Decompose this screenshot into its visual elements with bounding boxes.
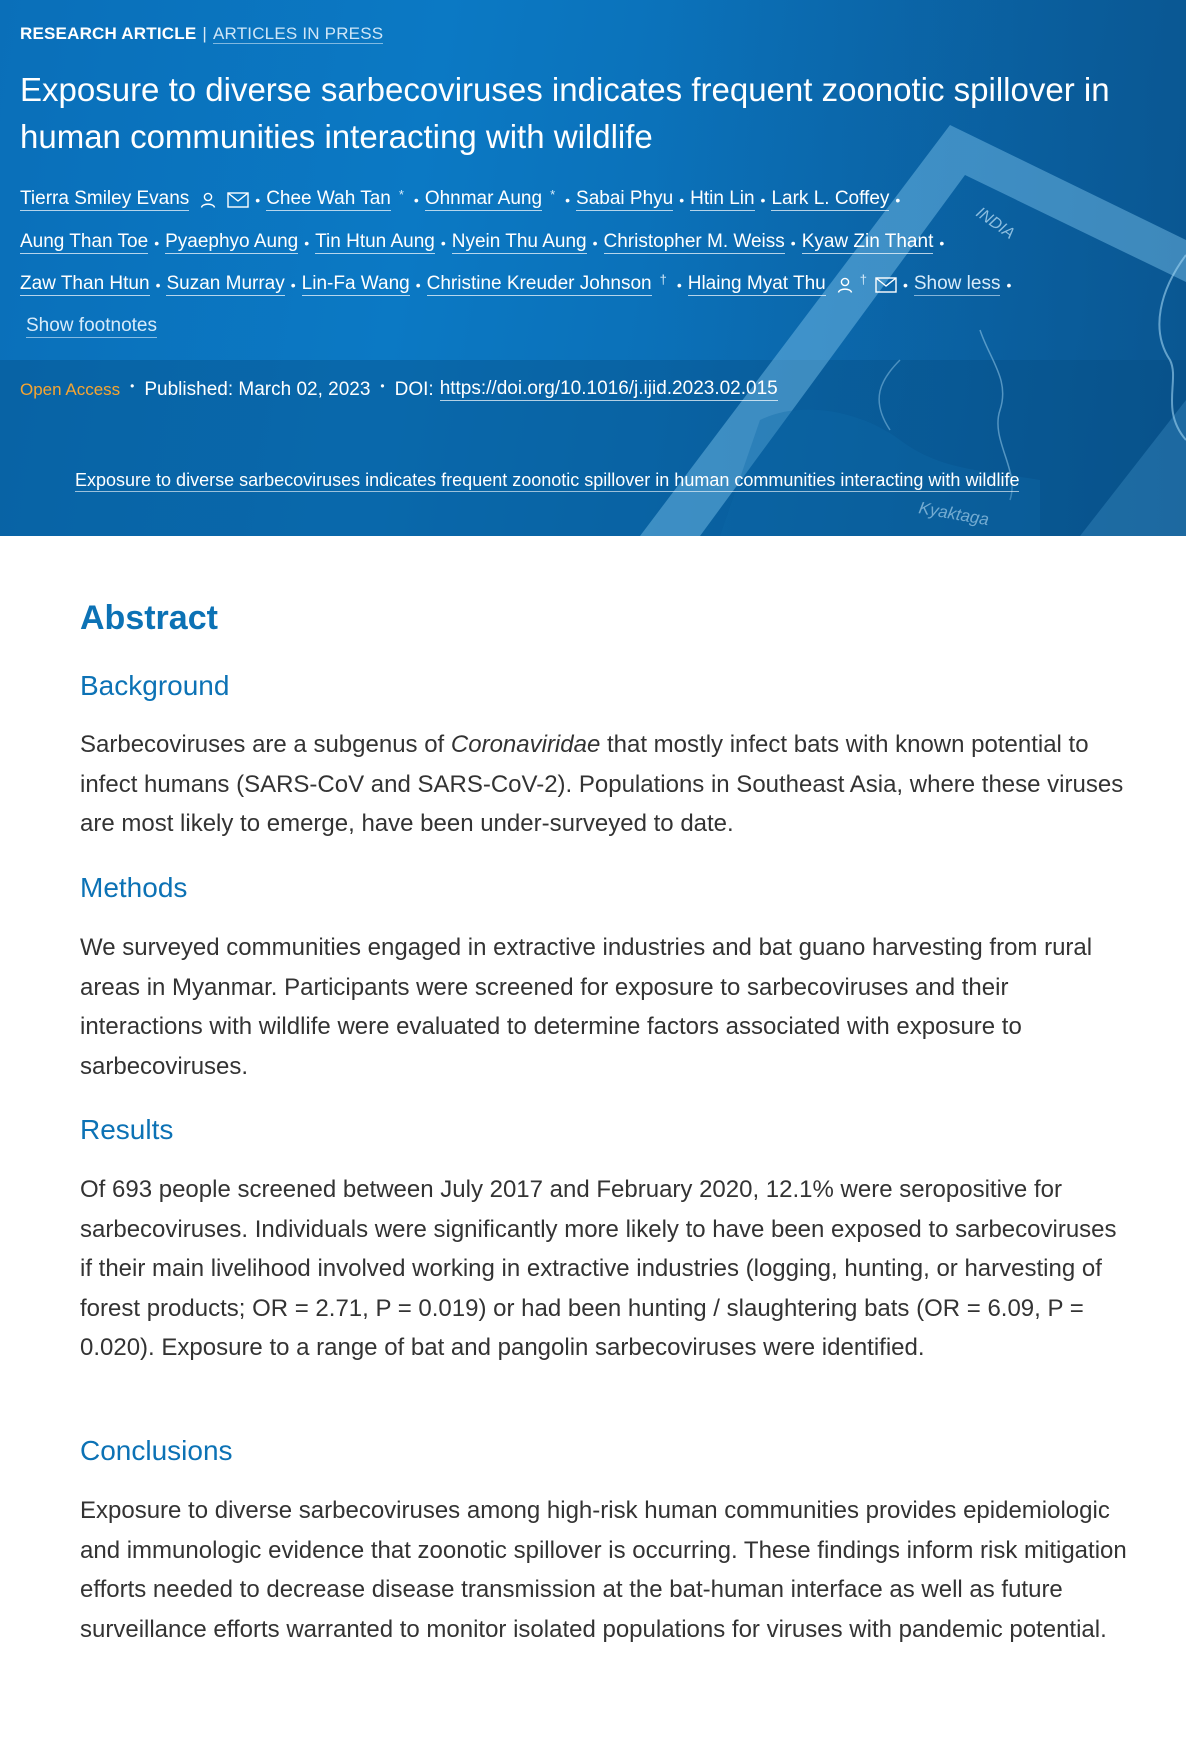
breadcrumb <box>20 24 383 44</box>
background-heading: Background <box>80 670 230 701</box>
show-footnotes-link[interactable]: Show footnotes <box>26 315 157 336</box>
background-text-end: that mostly infect bats with known potential to infect humans (SARS-CoV and SARS-CoV-2). Populations in Southeast Asia, where these viruses are most likely to emerge, have been under-surveyed to date. <box>80 731 1124 837</box>
author-link[interactable]: Nyein Thu Aung <box>451 231 587 252</box>
show-less-link[interactable]: Show less <box>913 273 1001 294</box>
conclusions-heading: Conclusions <box>80 1435 233 1466</box>
author-separator: • <box>676 276 682 293</box>
author-link[interactable]: Ohnmar Aung <box>424 188 543 209</box>
article-meta <box>20 378 778 401</box>
results-heading: Results <box>80 1114 174 1145</box>
author-separator: • <box>255 191 261 208</box>
author-separator: • <box>413 191 419 208</box>
equal-contribution-mark[interactable]: * <box>398 187 404 202</box>
author-separator: • <box>415 276 421 293</box>
author-list-line-3 <box>20 273 1017 296</box>
author-separator: • <box>760 191 766 208</box>
article-title: Exposure to diverse sarbecoviruses indicates frequent zoonotic spillover in human communities interacting with wildlife <box>20 71 1110 155</box>
methods-paragraph: We surveyed communities engaged in extractive industries and bat guano harvesting from rural areas in Myanmar. Participants were screened for exposure to sarbecoviruses and their interactions with wildlife were evaluated to determine factors associated with exposure to sarbecoviruses. <box>80 934 1093 1080</box>
author-link[interactable]: Chee Wah Tan <box>266 188 391 209</box>
results-paragraph: Of 693 people screened between July 2017 and February 2020, 12.1% were seropositive for sarbecoviruses. Individuals were significantly more likely to have been exposed to sarbecoviruses if their main livelihood involved working in extractive industries (logging, hunting, or harvesting of forest products; OR = 2.71, P = 0.019) or had been hunting / slaughtering bats (OR = 6.09, P = 0.020). Exposure to a range of bat and pangolin sarbecoviruses were identified. <box>80 1176 1117 1361</box>
author-separator: • <box>290 276 296 293</box>
breadcrumb-separator: | <box>202 24 207 43</box>
background-italic-term: Coronaviridae <box>450 731 601 758</box>
articles-in-press-link[interactable]: ARTICLES IN PRESS <box>212 24 384 43</box>
author-separator: • <box>939 234 945 251</box>
author-separator: • <box>1006 276 1012 293</box>
author-link[interactable]: Lark L. Coffey <box>771 188 890 209</box>
author-link[interactable]: Hlaing Myat Thu <box>687 273 826 294</box>
person-icon[interactable] <box>199 191 217 209</box>
published-date: Published: March 02, 2023 <box>144 378 371 400</box>
author-separator: • <box>895 191 901 208</box>
map-label-india: INDIA <box>972 204 1018 243</box>
person-icon[interactable] <box>836 276 854 294</box>
author-link[interactable]: Suzan Murray <box>166 273 285 294</box>
author-separator: • <box>790 234 796 251</box>
author-separator: • <box>440 234 446 251</box>
methods-heading: Methods <box>80 872 188 903</box>
author-link[interactable]: Christine Kreuder Johnson <box>426 273 652 294</box>
author-list-line-1 <box>20 188 906 211</box>
author-separator: • <box>679 191 685 208</box>
article-header-banner <box>0 0 1186 536</box>
author-link[interactable]: Htin Lin <box>690 188 755 209</box>
author-link[interactable]: Kyaw Zin Thant <box>801 231 934 252</box>
figure-caption-link[interactable]: Exposure to diverse sarbecoviruses indicates frequent zoonotic spillover in human communities interacting with wildlife <box>75 470 1020 490</box>
author-link[interactable]: Tin Htun Aung <box>315 231 435 252</box>
footnotes-toggle-row <box>26 315 157 338</box>
equal-contribution-mark[interactable]: * <box>550 187 556 202</box>
author-separator: • <box>154 234 160 251</box>
conclusions-paragraph: Exposure to diverse sarbecoviruses among high-risk human communities provides epidemiologic and immunologic evidence that zoonotic spillover is occurring. These findings inform risk mitigation efforts needed to decrease disease transmission at the bat-human interface as well as future surveillance efforts warranted to monitor isolated populations for viruses with pandemic potential. <box>80 1497 1127 1643</box>
open-access-badge: Open Access <box>20 379 121 399</box>
author-separator: • <box>592 234 598 251</box>
author-link[interactable]: Sabai Phyu <box>576 188 674 209</box>
background-text-start: Sarbecoviruses are a subgenus of <box>80 731 451 758</box>
doi-label: DOI: <box>394 378 434 400</box>
meta-separator: • <box>130 378 135 393</box>
author-link[interactable]: Tierra Smiley Evans <box>20 188 190 209</box>
author-list-line-2 <box>20 231 950 254</box>
author-separator: • <box>565 191 571 208</box>
author-separator: • <box>304 234 310 251</box>
author-link[interactable]: Lin-Fa Wang <box>301 273 410 294</box>
article-type-label: RESEARCH ARTICLE <box>20 24 197 43</box>
email-icon[interactable] <box>875 277 897 293</box>
author-separator: • <box>155 276 161 293</box>
meta-separator: • <box>380 378 385 393</box>
dagger-footnote-mark[interactable]: † <box>859 272 867 287</box>
doi-link[interactable]: https://doi.org/10.1016/j.ijid.2023.02.015 <box>439 378 778 399</box>
author-link[interactable]: Christopher M. Weiss <box>603 231 785 252</box>
map-label-kyaktaga: Kyaktaga <box>917 498 991 530</box>
author-link[interactable]: Aung Than Toe <box>20 231 149 252</box>
background-paragraph <box>80 725 1130 844</box>
author-separator: • <box>902 276 908 293</box>
dagger-footnote-mark[interactable]: † <box>659 272 667 287</box>
email-icon[interactable] <box>227 192 249 208</box>
author-link[interactable]: Zaw Than Htun <box>20 273 150 294</box>
author-link[interactable]: Pyaephyo Aung <box>165 231 299 252</box>
abstract-heading: Abstract <box>80 599 218 637</box>
